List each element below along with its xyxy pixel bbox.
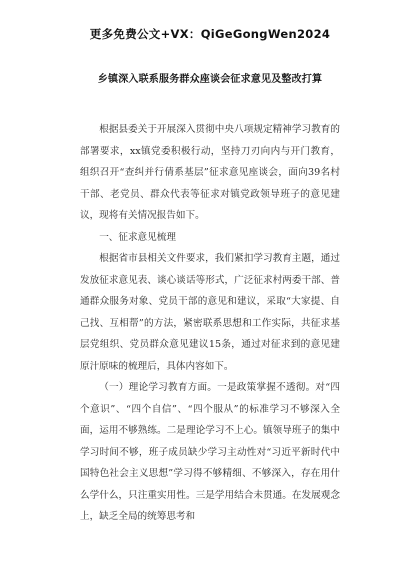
paragraph-intro: 根据县委关于开展深入贯彻中央八项规定精神学习教育的部署要求，xx镇党委积极行动，坚持刀刃向内与开门教育，组织召开“查纠并行倩系基层”征求意见座谈会，面向39名村干部、老党员、群众代表等征求对镇党政领导班子的意见建议，现将有关情况报告如下。 [80, 124, 340, 221]
paragraph-theory-study: （一）理论学习教育方面。一是政策掌握不透彻。对“四个意识”、“四个自信”、“四个服从”的标准学习不够深入全面，运用不够熟练。二是理论学习不上心。镇领导班子的集中学习时间不够，班子成员缺少学习主动性对“习近平新时代中国特色社会主义思想”学习得不够精细、不够深入，存在用什么学什么，只注重实用性。三是学用结合未贯通。在发展观念上，缺乏全局的统筹思考和 [80, 382, 340, 522]
watermark-text: 更多免费公文+VX：QiGeGongWen2024 [89, 27, 331, 41]
document-title: 乡镇深入联系服务群众座谈会征求意见及整改打算 [97, 74, 323, 85]
paragraph-collection: 根据省市县相关文件要求，我们紧扣学习教育主题，通过发放征求意见表、谈心谈话等形式，广泛征求村两委干部、普通群众服务对象、党员干部的意见和建议，采取“大家提、自己找、互相帮”的方法，紧密联系思想和工作实际，共征求基层党组织、党员群众意见建议15条，通过对征求到的意见建原汁原味的梳理后，具体内容如下。 [80, 253, 340, 372]
section-heading: 一、征求意见梳理 [99, 231, 176, 243]
document-body [80, 119, 340, 528]
